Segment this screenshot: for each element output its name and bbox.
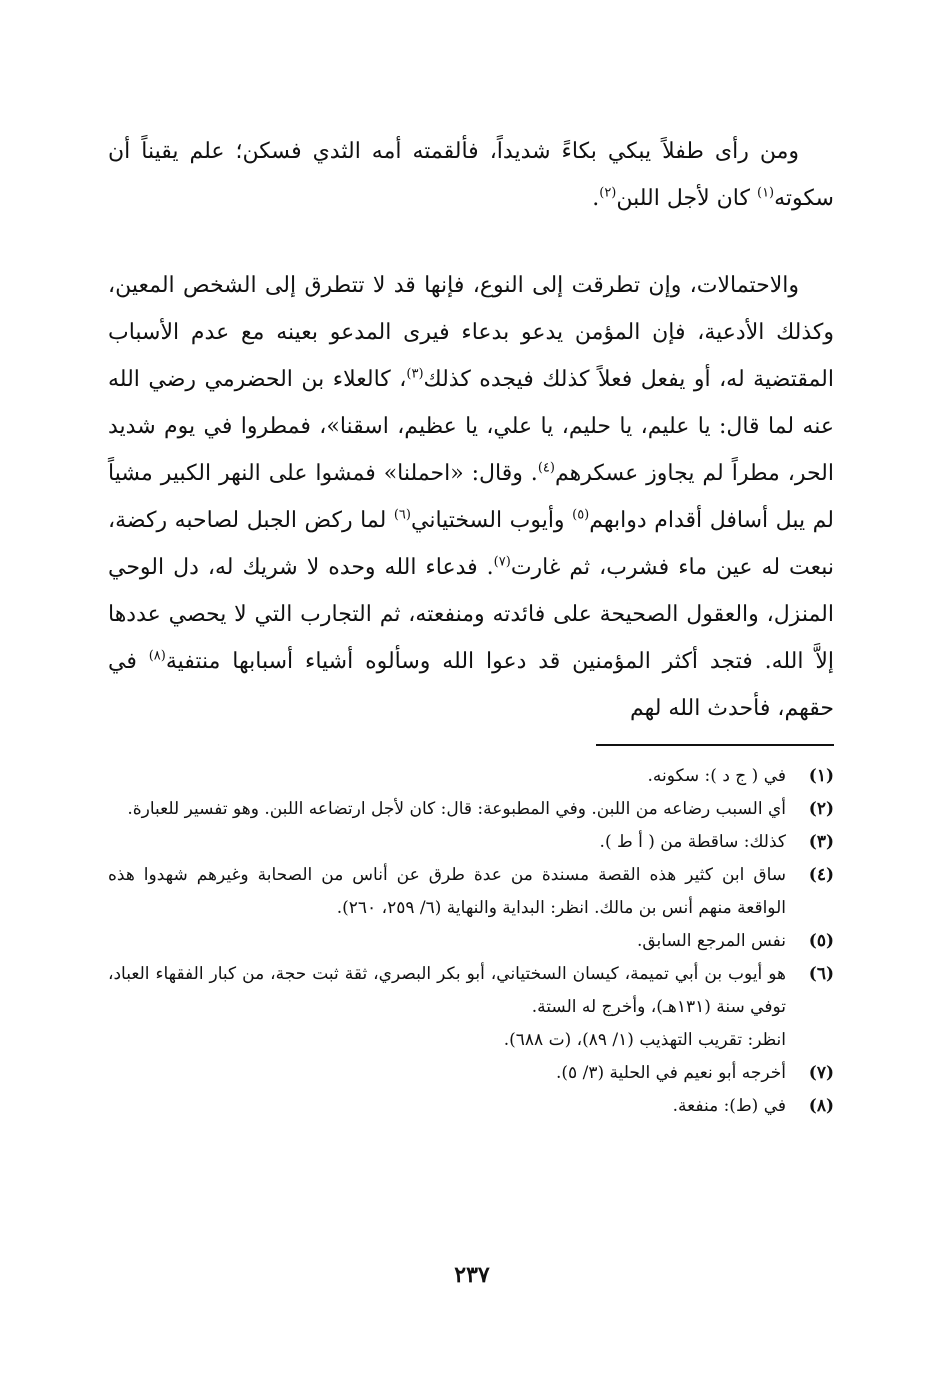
footnote-line: في ( ج د ): سكونه. (647, 766, 786, 786)
footnote-number: (٤) (808, 865, 834, 885)
paragraph-text (108, 262, 834, 732)
text-run: ومن رأى طفلاً يبكي بكاءً شديداً، فألقمته أمه الثدي فسكن؛ علم يقيناً أن سكوته (108, 139, 834, 211)
footnote-ref-5: (٥) (572, 507, 590, 523)
footnote-item (108, 925, 834, 958)
footnote-number: (٣) (808, 832, 834, 852)
footnotes-section (108, 760, 834, 1123)
footnote-item (108, 793, 834, 826)
footnote-item (108, 826, 834, 859)
footnote-number: (٨) (808, 1096, 834, 1116)
footnote-text (108, 859, 786, 925)
footnote-line: هو أيوب بن أبي تميمة، كيسان السختياني، أبو بكر البصري، ثقة ثبت حجة، من كبار الفقهاء العباد، توفي سنة (١٣١هـ)، وأخرج له الستة. (108, 964, 786, 1017)
footnote-number: (٧) (808, 1063, 834, 1083)
footnote-separator (596, 744, 834, 746)
footnote-ref-2: (٢) (599, 185, 617, 201)
footnote-ref-4: (٤) (537, 460, 555, 476)
footnote-number: (١) (808, 766, 834, 786)
text-run: . وقال: «احملنا» فمشوا على النهر الكبير مشياً لم يبل أسافل أقدام دوابهم (108, 461, 834, 533)
footnote-item (108, 760, 834, 793)
footnote-text (108, 1057, 786, 1090)
text-run: والاحتمالات، وإن تطرقت إلى النوع، فإنها قد لا تتطرق إلى الشخص المعين، وكذلك الأدعية، فإن المؤمن يدعو بدعاء فيرى المدعو بعينه مع عدم الأسباب المقتضية له، أو يفعل فعلاً كذلك فيجده كذلك (108, 273, 834, 392)
footnote-text (108, 958, 786, 1057)
footnote-number: (٥) (808, 931, 834, 951)
text-run: كان لأجل اللبن (616, 186, 757, 211)
footnote-line: أخرجه أبو نعيم في الحلية (٣/ ٥). (555, 1063, 786, 1083)
text-run: . فدعاء الله وحده لا شريك له، دل الوحي المنزل، والعقول الصحيحة على فائدته ومنفعته، ثم التجارب التي لا يحصي عددها إلاَّ الله. فتجد أكثر المؤمنين قد دعوا الله وسألوه أشياء أسبابها منتفية (108, 555, 834, 674)
footnote-text (108, 1090, 786, 1123)
main-paragraph-1 (108, 128, 834, 222)
footnote-ref-1: (١) (756, 185, 775, 201)
footnote-item (108, 958, 834, 1057)
footnote-text (108, 760, 786, 793)
footnote-line: كذلك: ساقطة من ( أ ط ). (599, 832, 786, 852)
text-run: ، كالعلاء بن الحضرمي رضي الله عنه لما قال: يا عليم، يا حليم، يا علي، يا عظيم، اسقنا»، فمطروا في يوم شديد الحر، مطراً لم يجاوز عسكرهم (108, 367, 834, 486)
footnote-number: (٦) (808, 964, 834, 984)
text-run: في حقهم، فأحدث الله لهم (108, 649, 834, 721)
footnote-line: ساق ابن كثير هذه القصة مسندة من عدة طرق عن أناس من الصحابة وغيرهم شهدوا هذه الواقعة منهم أنس بن مالك. انظر: البداية والنهاية (٦/ ٢٥٩، ٢٦٠). (108, 865, 786, 918)
footnote-item (108, 1057, 834, 1090)
footnote-line: في (ط): منفعة. (672, 1096, 786, 1116)
text-run: . (592, 186, 600, 211)
footnote-text (108, 793, 786, 826)
main-paragraph-2 (108, 262, 834, 732)
footnote-ref-6: (٦) (393, 507, 411, 523)
footnote-item (108, 859, 834, 925)
footnote-item (108, 1090, 834, 1123)
footnote-line: أي السبب رضاعه من اللبن. وفي المطبوعة: قال: كان لأجل ارتضاعه اللبن. وهو تفسير للعبارة. (127, 799, 786, 819)
footnote-line: انظر: تقريب التهذيب (١/ ٨٩)، (ت ٦٨٨). (503, 1030, 786, 1050)
footnote-number: (٢) (808, 799, 834, 819)
text-run: لما ركض الجبل لصاحبه ركضة، نبعت له عين ماء فشرب، ثم غارت (108, 508, 834, 580)
footnote-ref-8: (٨) (148, 648, 166, 664)
footnote-line: نفس المرجع السابق. (636, 931, 786, 951)
footnote-ref-3: (٣) (406, 366, 424, 382)
paragraph-text (108, 128, 834, 222)
text-run: وأيوب السختياني (410, 508, 573, 533)
footnote-ref-7: (٧) (493, 554, 511, 570)
footnote-text (108, 925, 786, 958)
footnote-text (108, 826, 786, 859)
page-number: ٢٣٧ (454, 1262, 490, 1288)
